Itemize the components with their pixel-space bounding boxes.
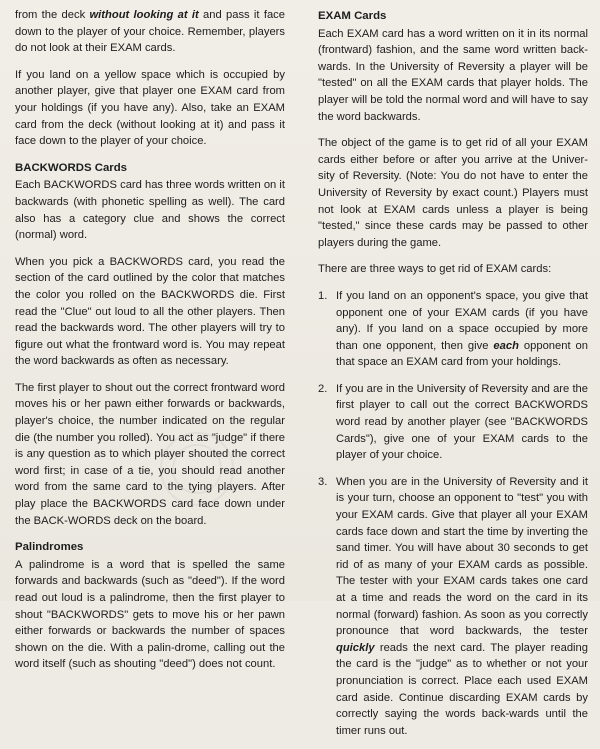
section-heading-palindromes: Palindromes bbox=[15, 541, 84, 554]
exam-paragraph-3: There are three ways to get rid of EXAM cards: bbox=[318, 263, 552, 276]
backwords-paragraph-3: The first player to shout out the correct frontward word moves his or her pawn either forwards or backwards, player's choice, the number indicated on the regular die (the number you rolled). You act as "judge" if there is any question as to which player shouted the correct word first; in case of a tie, you should read another word from the same card to the tying players. After play place the BACKWORDS card face down under the BACK-WORDS deck on the board. bbox=[15, 381, 285, 527]
right-column bbox=[318, 8, 588, 749]
list-number: 2. bbox=[318, 382, 328, 395]
list-number: 1. bbox=[318, 289, 328, 302]
palindromes-paragraph: A palindrome is a word that is spelled the same forwards and backwards (such as "deed"). If the word read out loud is a palindrome, then the first player to shout "BACKWORDS" gets to move his or her pawn either forwards or backwards the number of spaces shown on the die. With a palin-drome, calling out the word itself (such as shouting "deed") does not count. bbox=[15, 558, 285, 671]
section-heading-backwords: BACKWORDS Cards bbox=[15, 161, 128, 174]
list-item: 1. If you land on an opponent's space, you give that opponent one of your EXAM cards (if you have any). If you land on a space occupied by more than one opponent, then give each opponent on that space an EXAM card from your holdings. bbox=[318, 289, 588, 369]
yellow-space-paragraph: If you land on a yellow space which is occupied by another player, give that player one EXAM card from your holdings (if you have any). Also, take an EXAM card from the deck (without looking at it) and pass it face down to the player of your choice. bbox=[15, 68, 285, 148]
backwords-paragraph-1: Each BACKWORDS card has three words written on it backwards (with phonetic spelling as well). The card also has a category clue and shows the correct (normal) word. bbox=[15, 179, 285, 242]
section-heading-exam: EXAM Cards bbox=[318, 10, 387, 22]
exam-paragraph-1: Each EXAM card has a word written on it in its normal (frontward) fashion, and the same word written back-wards. In the University of Reversity a player will be "tested" on all the EXAM cards that player holds. The player will be told the normal word and will have to say the word backwards. bbox=[318, 27, 588, 123]
continued-paragraph: from the deck without looking at it and pass it face down to the player of your choice. Remember, players do not look at their EXAM cards. bbox=[15, 9, 285, 55]
list-number: 3. bbox=[318, 475, 328, 488]
backwords-paragraph-2: When you pick a BACKWORDS card, you read the section of the card outlined by the color that matches the color you rolled on the BACKWORDS die. First read the "Clue" out loud to all the other players. Then read the backwards word. The other players will try to figure out what the frontward word is. You may repeat the word backwards as often as necessary. bbox=[15, 255, 285, 368]
exam-paragraph-2: The object of the game is to get rid of all your EXAM cards either before or after you arrive at the Univer-sity of Reversity. (Note: You do not have to enter the University of Reversity by exact count.) Players must not look at EXAM cards unless a player is being "tested," since these cards may be passed to other players during the game. bbox=[318, 137, 588, 249]
left-column bbox=[15, 8, 285, 683]
list-item: 3. When you are in the University of Reversity and it is your turn, choose an opponent to "test" you with your EXAM cards. Give that player all your EXAM cards face down and start the time by inverting the sand timer. You will have about 30 seconds to get rid of as many of your EXAM cards as possible. The tester with your EXAM cards takes one card at a time and reads the word on the card in its normal (forward) fashion. As soon as you correctly pronounce that word backwards, the tester quickly reads the next card. The player reading the card is the "judge" as to whether or not your pronunciation is correct. Place each used EXAM card aside. Continue discarding EXAM cards by correctly saying the words back-wards until the timer runs out. bbox=[318, 475, 588, 737]
exam-ways-list bbox=[318, 288, 588, 739]
list-item: 2. If you are in the University of Reversity and are the first player to call out the correct BACKWORDS word read by another player (see "BACKWORDS Cards"), give one of your EXAM cards to the player of your choice. bbox=[318, 382, 588, 462]
emphasis: each bbox=[493, 339, 519, 352]
emphasis: quickly bbox=[336, 641, 375, 654]
emphasis: without looking at it bbox=[89, 9, 199, 21]
